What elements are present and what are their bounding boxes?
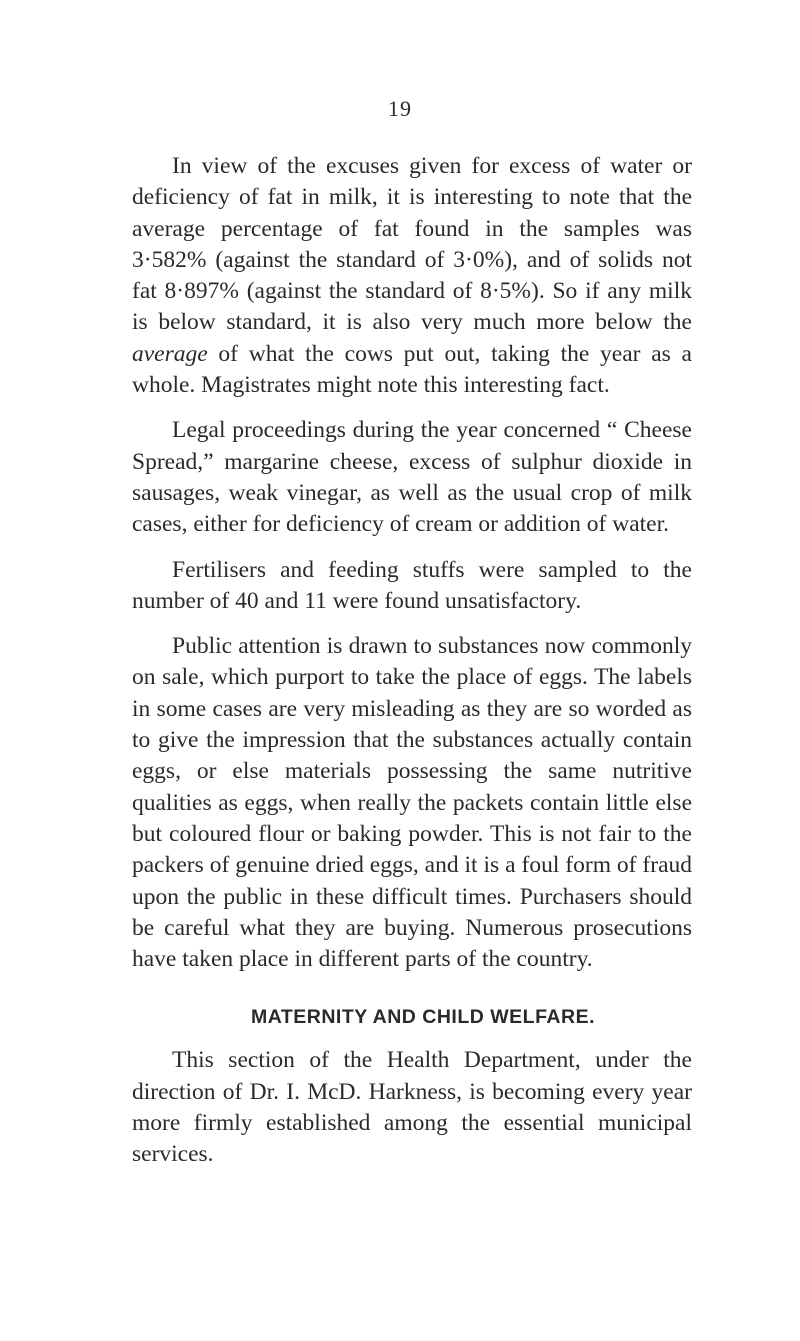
paragraph-maternity-welfare: This section of the Health Department, under the direction of Dr. I. McD. Harkness, is becoming every year more firmly established among the essential municipal services.	[132, 1047, 692, 1168]
paragraph-milk-fat-part-1: In view of the excuses given for excess of water or deficiency of fat in milk, it is interesting to note that the average percentage of fat found in the samples was 3·582% (against the standard of 3·0%), and of solids not fat 8·897% (against the standard of 8·5%). So if any milk is below standard, it is also very much more below the	[132, 153, 692, 336]
page-number: 19	[388, 96, 412, 121]
paragraph-milk-fat	[132, 151, 692, 401]
paragraph-milk-fat-part-2: of what the cows put out, taking the year as a whole. Magistrates might note this interesting fact.	[132, 340, 692, 399]
section-heading: MATERNITY AND CHILD WELFARE.	[250, 1006, 596, 1029]
body-text	[132, 151, 692, 1171]
paragraph-egg-substitutes: Public attention is drawn to substances now commonly on sale, which purport to take the place of eggs. The labels in some cases are very misleading as they are so worded as to give the impression that the substances actually contain eggs, or else materials possessing the same nutritive qualities as eggs, when really the packets contain little else but coloured flour or baking powder. This is not fair to the packers of genuine dried eggs, and it is a foul form of fraud upon the public in these difficult times. Purchasers should be careful what they are buying. Numerous prosecutions have taken place in different parts of the country.	[132, 633, 692, 973]
paragraph-fertilisers: Fertilisers and feeding stuffs were sampled to the number of 40 and 11 were found unsatisfactory.	[132, 556, 692, 614]
emphasis-average: average	[132, 340, 208, 367]
paragraph-legal-proceedings: Legal proceedings during the year concerned “ Cheese Spread,” margarine cheese, excess of sulphur dioxide in sausages, weak vinegar, as well as the usual crop of milk cases, either for deficiency of cream or addition of water.	[132, 417, 692, 538]
